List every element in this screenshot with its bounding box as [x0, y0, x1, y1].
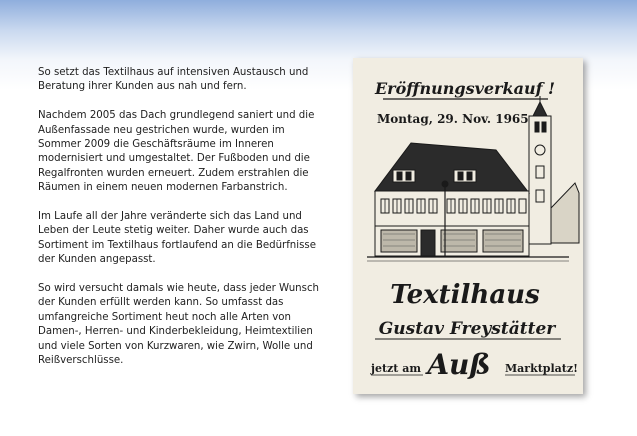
poster-location-suffix: Marktplatz!: [505, 362, 578, 375]
poster-location-prefix: jetzt am: [371, 362, 421, 375]
paragraph-4: So wird versucht damals wie heute, dass jeder Wunsch der Kunden erfüllt werden kann. So umfasst das umfangreiche Sortiment heut noch alle Arten von Damen-, Herren- und Kinderbekleidung, Heimtextilien und viele Sorten von Kurzwaren, wie Zwirn, Wolle und Reißverschlüsse.: [38, 283, 320, 367]
poster-headline: Eröffnungsverkauf !: [374, 79, 556, 98]
poster-owner: Gustav Freystätter: [378, 319, 556, 339]
poster-shop-name: Textilhaus: [390, 280, 540, 310]
paragraph-1: So setzt das Textilhaus auf intensiven Austausch und Beratung ihrer Kunden aus nah und fern.: [38, 67, 309, 93]
historic-poster: [353, 58, 583, 394]
poster-location-main: Auß: [427, 348, 491, 381]
poster-date: Montag, 29. Nov. 1965: [377, 112, 529, 126]
paragraph-3: Im Laufe all der Jahre veränderte sich das Land und Leben der Leute stetig weiter. Daher wurde auch das Sortiment im Textilhaus fortlaufend an die Bedürfnisse der Kunden angepasst.: [38, 211, 316, 266]
poster-illustration: [353, 58, 583, 394]
paragraph-2: Nachdem 2005 das Dach grundlegend saniert und die Außenfassade neu gestrichen wurde, wurden im Sommer 2009 die Geschäftsräume im Inneren modernisiert und umgestaltet. Der Fußboden und die Regalfronten wurden erneuert. Zudem erstrahlen die Räumen in einem neuen modernen Farbanstrich.: [38, 110, 315, 194]
article-text: [38, 66, 323, 383]
